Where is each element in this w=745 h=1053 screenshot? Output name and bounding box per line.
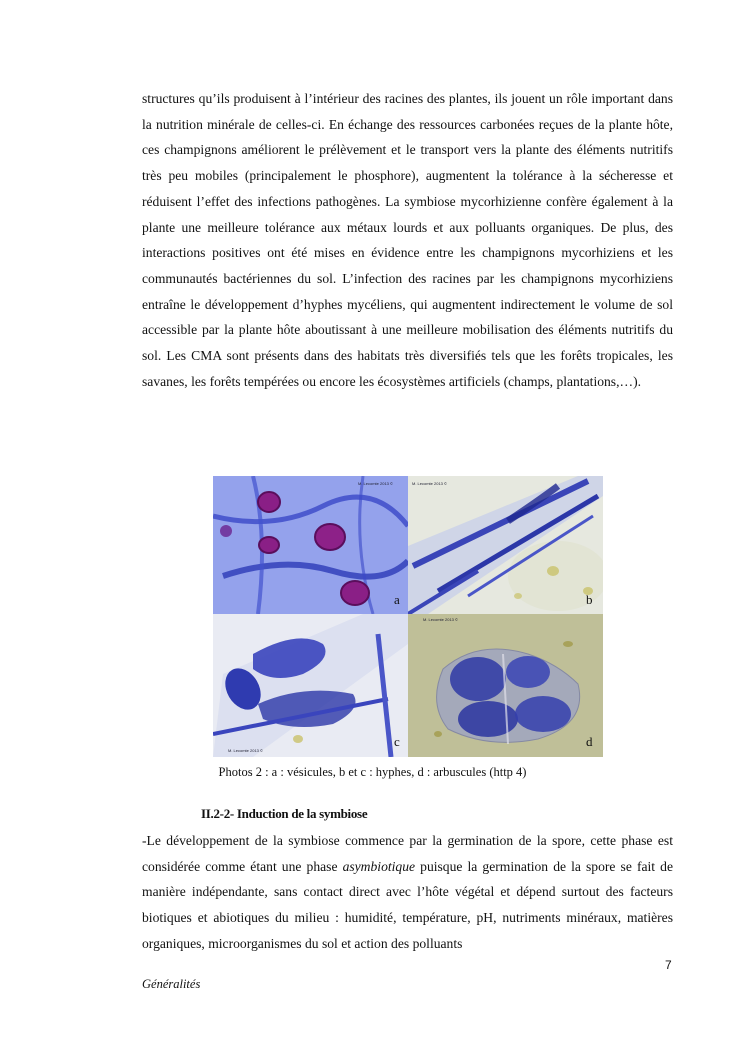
photo-a-label: a	[394, 592, 400, 607]
photo-d-arbuscules	[408, 614, 603, 757]
page-number: 7	[665, 958, 672, 972]
photo-c-hyphae	[213, 614, 408, 757]
photo-d-watermark: M. Lecomte 2013 ©	[423, 617, 458, 622]
photo-b-watermark: M. Lecomte 2013 ©	[412, 481, 447, 486]
photo-b-label: b	[586, 592, 593, 607]
photo-d-label: d	[586, 734, 593, 749]
figure-caption: Photos 2 : a : vésicules, b et c : hyphes, d : arbuscules (http 4)	[218, 765, 527, 779]
photo-a-vesicles	[213, 476, 408, 614]
section-heading: II.2-2- Induction de la symbiose	[201, 806, 368, 821]
body-paragraph-1: structures qu’ils produisent à l’intérieur des racines des plantes, ils jouent un rôle important dans la nutrition minérale de celles-ci. En échange des ressources carbonées reçues de la plante hôte, ces champignons améliorent le prélèvement et le transport vers la plante des éléments nutritifs très peu mobiles (principalement le phosphore), augmentent la tolérance à la sécheresse et réduisent l’effet des infections pathogènes. La symbiose mycorhizienne confère également à la plante une meilleure tolérance aux métaux lourds et aux polluants organiques. De plus, des interactions positives ont été mises en évidence entre les champignons mycorhiziens et les communautés bactériennes du sol. L’infection des racines par les champignons mycorhiziens entraîne le développement d’hyphes mycéliens, qui augmentent indirectement le volume de sol accessible par la plante hôte aboutissant à une meilleure mobilisation des éléments nutritifs du sol. Les CMA sont présents dans des habitats très diversifiés tels que les forêts tropicales, les savanes, les forêts tempérées ou encore les écosystèmes artificiels (champs, plantations,…).	[142, 91, 673, 389]
photo-c-watermark: M. Lecomte 2013 ©	[228, 748, 263, 753]
photo-c-label: c	[394, 734, 400, 749]
paragraph-2-text-end: puisque la germination de la spore se fait de manière indépendante, sans contact direct avec l’hôte végétal et dépend surtout des facteurs biotiques et abiotiques du milieu : humidité, température, pH, nutriments minéraux, matières organiques, microorganismes du sol et action des polluants	[142, 858, 673, 951]
page-footer: Généralités	[142, 977, 201, 991]
photo-figure	[213, 476, 603, 757]
photo-a-watermark: M. Lecomte 2013 ©	[358, 481, 393, 486]
body-paragraph-2	[142, 828, 673, 957]
paragraph-2-italic-term: asymbiotique	[342, 858, 416, 874]
paragraph-2-text-start: -Le développement de la symbiose commence par la germination de la spore, cette phase est considérée comme étant une phase	[142, 833, 673, 874]
photo-b-hyphae	[408, 476, 603, 614]
